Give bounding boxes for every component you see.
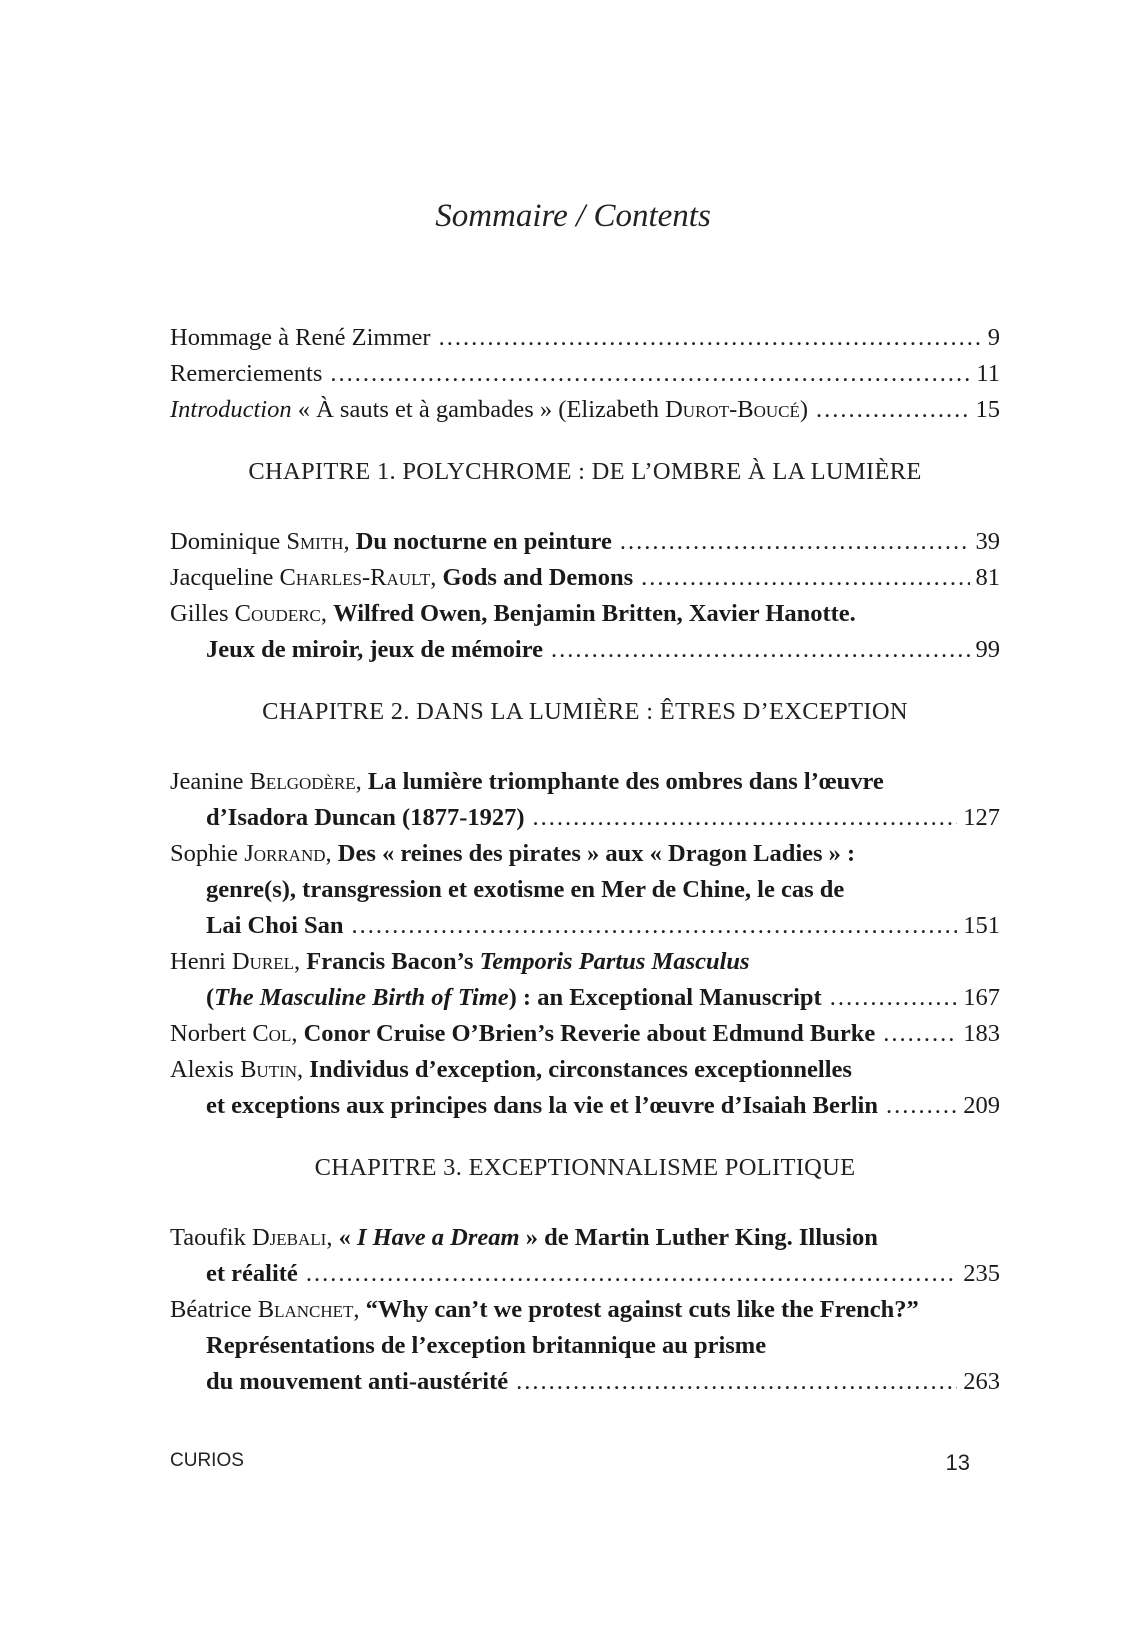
dot-leader bbox=[830, 980, 958, 1016]
page-number: 9 bbox=[987, 324, 1000, 351]
toc-entry-butin[interactable]: Alexis Butin, Individus d’exception, circonstances exceptionnelles bbox=[170, 1056, 852, 1083]
intro-close: ) bbox=[799, 396, 809, 423]
entry-title-cont: Jeux de miroir, jeux de mémoire bbox=[206, 636, 544, 663]
toc-entry-couderc[interactable]: Gilles Couderc, Wilfred Owen, Benjamin Britten, Xavier Hanotte. bbox=[170, 600, 856, 627]
toc-entry-remerciements[interactable] bbox=[170, 356, 1000, 392]
toc-entry-jorrand-cont: genre(s), transgression et exotisme en Mer de Chine, le cas de bbox=[206, 876, 845, 903]
toc-entry-jorrand[interactable]: Sophie Jorrand, Des « reines des pirates » aux « Dragon Ladies » : bbox=[170, 840, 856, 867]
entry-title-cont: et exceptions aux principes dans la vie et l’œuvre d’Isaiah Berlin bbox=[206, 1092, 878, 1119]
dot-leader bbox=[886, 1088, 957, 1124]
chapter-heading-3: CHAPITRE 3. EXCEPTIONNALISME POLITIQUE bbox=[314, 1154, 856, 1181]
chapter-heading-2: CHAPITRE 2. DANS LA LUMIÈRE : ÊTRES D’EXCEPTION bbox=[262, 698, 908, 725]
entry-title-cont: d’Isadora Duncan (1877-1927) bbox=[206, 804, 525, 831]
intro-text: « À sauts et à gambades » (Elizabeth bbox=[297, 396, 666, 423]
toc-entry-blanchet-cont: Représentations de l’exception britannique au prisme bbox=[206, 1332, 767, 1359]
entry-label: Hommage à René Zimmer bbox=[170, 324, 431, 351]
toc-entry-butin-cont[interactable] bbox=[170, 1088, 1000, 1124]
toc-entry-belgodere-cont[interactable] bbox=[170, 800, 1000, 836]
dot-leader bbox=[641, 560, 969, 596]
author-name: Durot-Boucé bbox=[665, 396, 800, 423]
toc-entry-charles-rault[interactable] bbox=[170, 560, 1000, 596]
toc-entry-djebali[interactable]: Taoufik Djebali, « I Have a Dream » de Martin Luther King. Illusion bbox=[170, 1224, 878, 1251]
dot-leader bbox=[533, 800, 958, 836]
page-number: 263 bbox=[963, 1368, 1000, 1395]
footer-page-number: 13 bbox=[945, 1450, 970, 1475]
toc-entry-durel[interactable]: Henri Durel, Francis Bacon’s Temporis Partus Masculus bbox=[170, 948, 750, 975]
dot-leader bbox=[352, 908, 958, 944]
toc-entry-col[interactable] bbox=[170, 1016, 1000, 1052]
entry-label: Jacqueline Charles-Rault, Gods and Demons bbox=[170, 564, 634, 591]
footer-journal-name: CURIOS bbox=[170, 1450, 244, 1471]
page-number: 39 bbox=[975, 528, 1000, 555]
entry-title-cont: Lai Choi San bbox=[206, 912, 344, 939]
toc-entry-blanchet[interactable]: Béatrice Blanchet, “Why can’t we protest against cuts like the French?” bbox=[170, 1296, 919, 1323]
page-number: 11 bbox=[976, 360, 1000, 387]
toc-entry-durel-cont[interactable] bbox=[170, 980, 1000, 1016]
page-number: 99 bbox=[975, 636, 1000, 663]
page-title: Sommaire / Contents bbox=[435, 198, 711, 234]
toc-entry-jorrand-end[interactable] bbox=[170, 908, 1000, 944]
dot-leader bbox=[551, 632, 969, 668]
page-number: 183 bbox=[963, 1020, 1000, 1047]
entry-label bbox=[170, 392, 808, 428]
toc-entry-hommage[interactable] bbox=[170, 320, 1000, 356]
toc-entry-belgodere[interactable]: Jeanine Belgodère, La lumière triomphante des ombres dans l’œuvre bbox=[170, 768, 884, 795]
page-number: 15 bbox=[975, 396, 1000, 423]
chapter-heading-1: CHAPITRE 1. POLYCHROME : DE L’OMBRE À LA LUMIÈRE bbox=[248, 458, 922, 485]
intro-italic: Introduction bbox=[170, 396, 292, 423]
toc-entry-introduction[interactable] bbox=[170, 392, 1000, 428]
entry-label: Remerciements bbox=[170, 360, 323, 387]
entry-title-cont: du mouvement anti-austérité bbox=[206, 1368, 509, 1395]
dot-leader bbox=[816, 392, 969, 428]
table-of-contents bbox=[170, 320, 1000, 1400]
entry-label: Norbert Col, Conor Cruise O’Brien’s Reverie about Edmund Burke bbox=[170, 1020, 876, 1047]
dot-leader bbox=[306, 1256, 957, 1292]
dot-leader bbox=[883, 1016, 957, 1052]
entry-title-cont: et réalité bbox=[206, 1260, 298, 1287]
page-number: 151 bbox=[963, 912, 1000, 939]
page-number: 235 bbox=[963, 1260, 1000, 1287]
entry-title-cont: (The Masculine Birth of Time) : an Exceptional Manuscript bbox=[206, 984, 822, 1011]
toc-entry-smith[interactable] bbox=[170, 524, 1000, 560]
entry-label: Dominique Smith, Du nocturne en peinture bbox=[170, 528, 612, 555]
toc-entry-blanchet-end[interactable] bbox=[170, 1364, 1000, 1400]
toc-entry-couderc-cont[interactable] bbox=[170, 632, 1000, 668]
page-number: 209 bbox=[963, 1092, 1000, 1119]
dot-leader bbox=[439, 320, 982, 356]
page-number: 167 bbox=[963, 984, 1000, 1011]
page-number: 81 bbox=[975, 564, 1000, 591]
toc-entry-djebali-cont[interactable] bbox=[170, 1256, 1000, 1292]
page-number: 127 bbox=[963, 804, 1000, 831]
dot-leader bbox=[620, 524, 970, 560]
dot-leader bbox=[516, 1364, 957, 1400]
dot-leader bbox=[330, 356, 970, 392]
